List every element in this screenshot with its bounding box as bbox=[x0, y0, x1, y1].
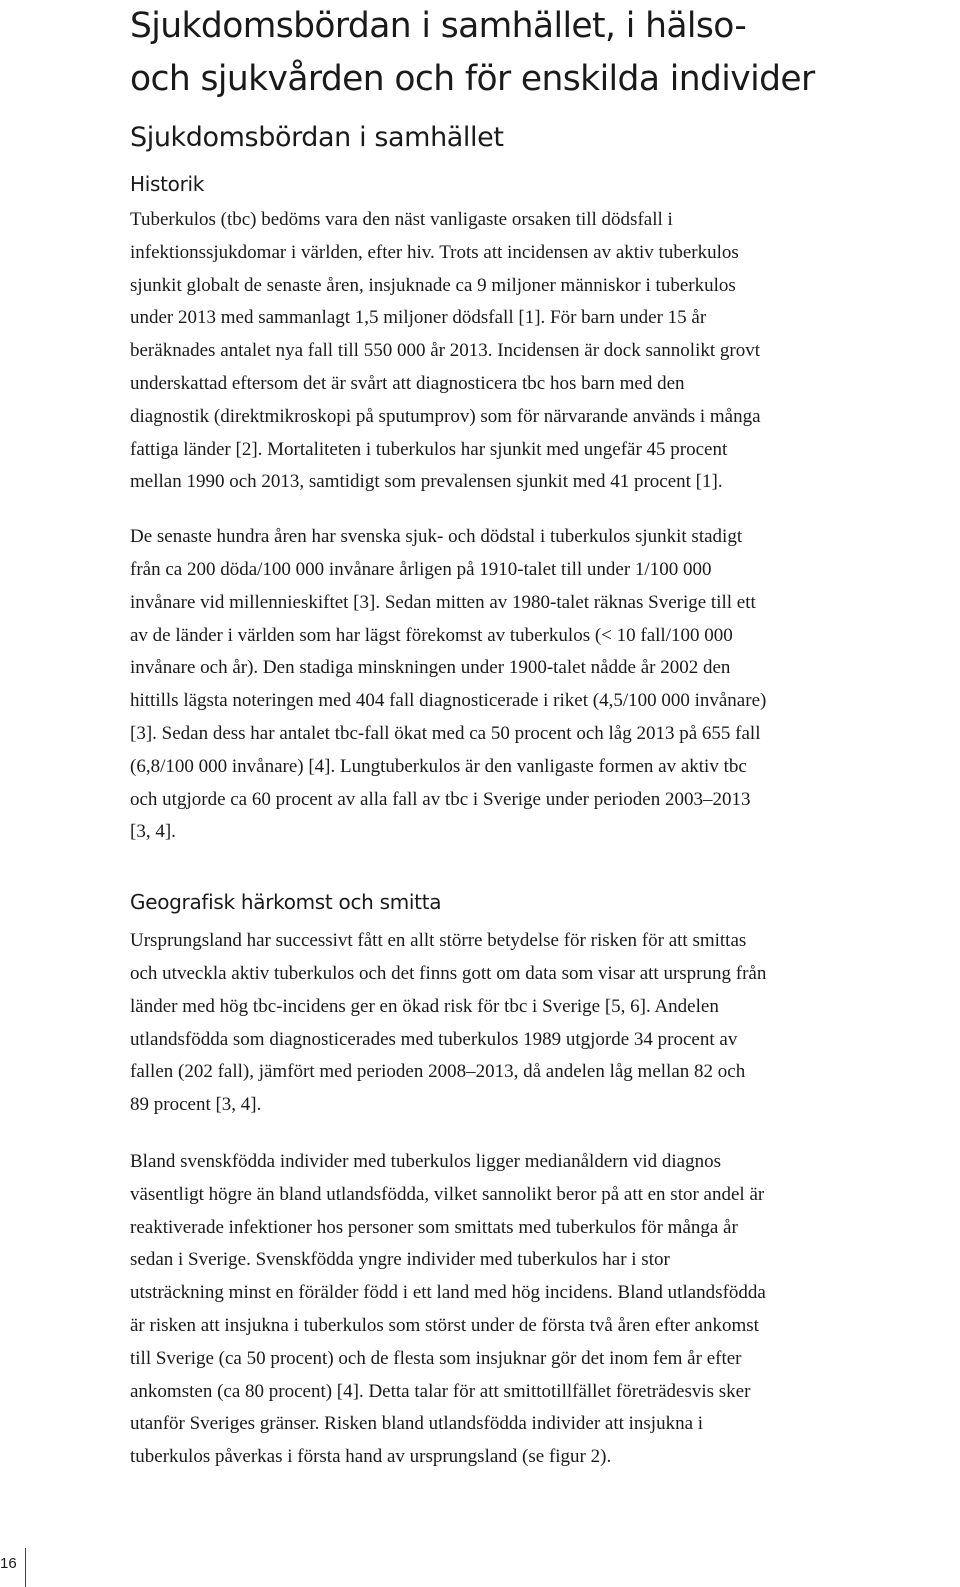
text-line: utlandsfödda som diagnosticerades med tuberkulos 1989 utgjorde 34 procent av bbox=[130, 1028, 738, 1050]
text-line: Bland svenskfödda individer med tuberkulos ligger medianåldern vid diagnos bbox=[130, 1150, 721, 1172]
page-title bbox=[130, 0, 952, 106]
text-line: 89 procent [3, 4]. bbox=[130, 1094, 262, 1116]
text-line: utanför Sveriges gränser. Risken bland utlandsfödda individer att insjukna i bbox=[130, 1413, 704, 1435]
text-line: till Sverige (ca 50 procent) och de flesta som insjuknar gör det inom fem år efter bbox=[130, 1347, 742, 1369]
text-line: infektionssjukdomar i världen, efter hiv. Trots att incidensen av aktiv tuberkulos bbox=[130, 241, 739, 263]
text-line: utsträckning minst en förälder född i ett land med hög incidens. Bland utlandsfödda bbox=[130, 1282, 766, 1304]
text-line: och utveckla aktiv tuberkulos och det finns gott om data som visar att ursprung från bbox=[130, 962, 767, 984]
text-line: beräknades antalet nya fall till 550 000 år 2013. Incidensen är dock sannolikt grovt bbox=[130, 340, 760, 362]
text-line: ankomsten (ca 80 procent) [4]. Detta talar för att smittotillfället företrädesvis sker bbox=[130, 1380, 751, 1402]
text-line: De senaste hundra åren har svenska sjuk- och dödstal i tuberkulos sjunkit stadigt bbox=[130, 526, 743, 548]
text-line: av de länder i världen som har lägst förekomst av tuberkulos (< 10 fall/100 000 bbox=[130, 624, 733, 646]
text-line: från ca 200 döda/100 000 invånare årligen på 1910-talet till under 1/100 000 bbox=[130, 558, 712, 580]
paragraph-1 bbox=[130, 204, 952, 499]
text-line: länder med hög tbc-incidens ger en ökad risk för tbc i Sverige [5, 6]. Andelen bbox=[130, 995, 719, 1017]
text-line: Tuberkulos (tbc) bedöms vara den näst vanligaste orsaken till dödsfall i bbox=[130, 209, 673, 230]
text-line: och utgjorde ca 60 procent av alla fall av tbc i Sverige under perioden 2003–2013 bbox=[130, 788, 751, 810]
text-line: mellan 1990 och 2013, samtidigt som prevalensen sjunkit med 41 procent [1]. bbox=[130, 471, 723, 493]
text-line: reaktiverade infektioner hos personer som smittats med tuberkulos för många år bbox=[130, 1216, 738, 1238]
subsection-heading-historik: Historik bbox=[130, 172, 205, 196]
section-heading: Sjukdomsbördan i samhället bbox=[130, 122, 504, 153]
paragraph-2 bbox=[130, 521, 952, 849]
text-line: (6,8/100 000 invånare) [4]. Lungtuberkulos är den vanligaste formen av aktiv tbc bbox=[130, 755, 747, 777]
page-title-line: Sjukdomsbördan i samhället, i hälso- bbox=[130, 6, 747, 46]
text-line: [3, 4]. bbox=[130, 821, 176, 843]
text-line: [3]. Sedan dess har antalet tbc-fall ökat med ca 50 procent och låg 2013 på 655 fall bbox=[130, 722, 761, 744]
text-line: invånare vid millennieskiftet [3]. Sedan mitten av 1980-talet räknas Sverige till ett bbox=[130, 591, 756, 613]
text-line: Ursprungsland har successivt fått en allt större betydelse för risken för att smittas bbox=[130, 930, 747, 952]
text-line: under 2013 med sammanlagt 1,5 miljoner dödsfall [1]. För barn under 15 år bbox=[130, 307, 707, 329]
page-title-line: och sjukvården och för enskilda individer bbox=[130, 59, 815, 99]
text-line: sedan i Sverige. Svenskfödda yngre individer med tuberkulos har i stor bbox=[130, 1249, 670, 1271]
page-number: 16 bbox=[0, 1548, 26, 1587]
text-line: tuberkulos påverkas i första hand av ursprungsland (se figur 2). bbox=[130, 1446, 612, 1468]
text-line: invånare och år). Den stadiga minskningen under 1900-talet nådde år 2002 den bbox=[130, 657, 731, 679]
text-line: underskattad eftersom det är svårt att diagnosticera tbc hos barn med den bbox=[130, 372, 685, 394]
text-line: diagnostik (direktmikroskopi på sputumprov) som för närvarande används i många bbox=[130, 405, 761, 427]
subsection-heading-geografisk: Geografisk härkomst och smitta bbox=[130, 890, 442, 915]
paragraph-3 bbox=[130, 925, 952, 1122]
text-line: hittills lägsta noteringen med 404 fall diagnosticerade i riket (4,5/100 000 invånare) bbox=[130, 690, 767, 712]
text-line: sjunkit globalt de senaste åren, insjuknade ca 9 miljoner människor i tuberkulos bbox=[130, 274, 736, 296]
text-line: väsentligt högre än bland utlandsfödda, vilket sannolikt beror på att en stor andel är bbox=[130, 1183, 765, 1205]
paragraph-4 bbox=[130, 1146, 952, 1474]
page-content bbox=[130, 0, 952, 1474]
text-line: fattiga länder [2]. Mortaliteten i tuberkulos har sjunkit med ungefär 45 procent bbox=[130, 438, 728, 460]
text-line: fallen (202 fall), jämfört med perioden 2008–2013, då andelen låg mellan 82 och bbox=[130, 1061, 746, 1083]
text-line: är risken att insjukna i tuberkulos som störst under de första två åren efter ankomst bbox=[130, 1314, 759, 1336]
